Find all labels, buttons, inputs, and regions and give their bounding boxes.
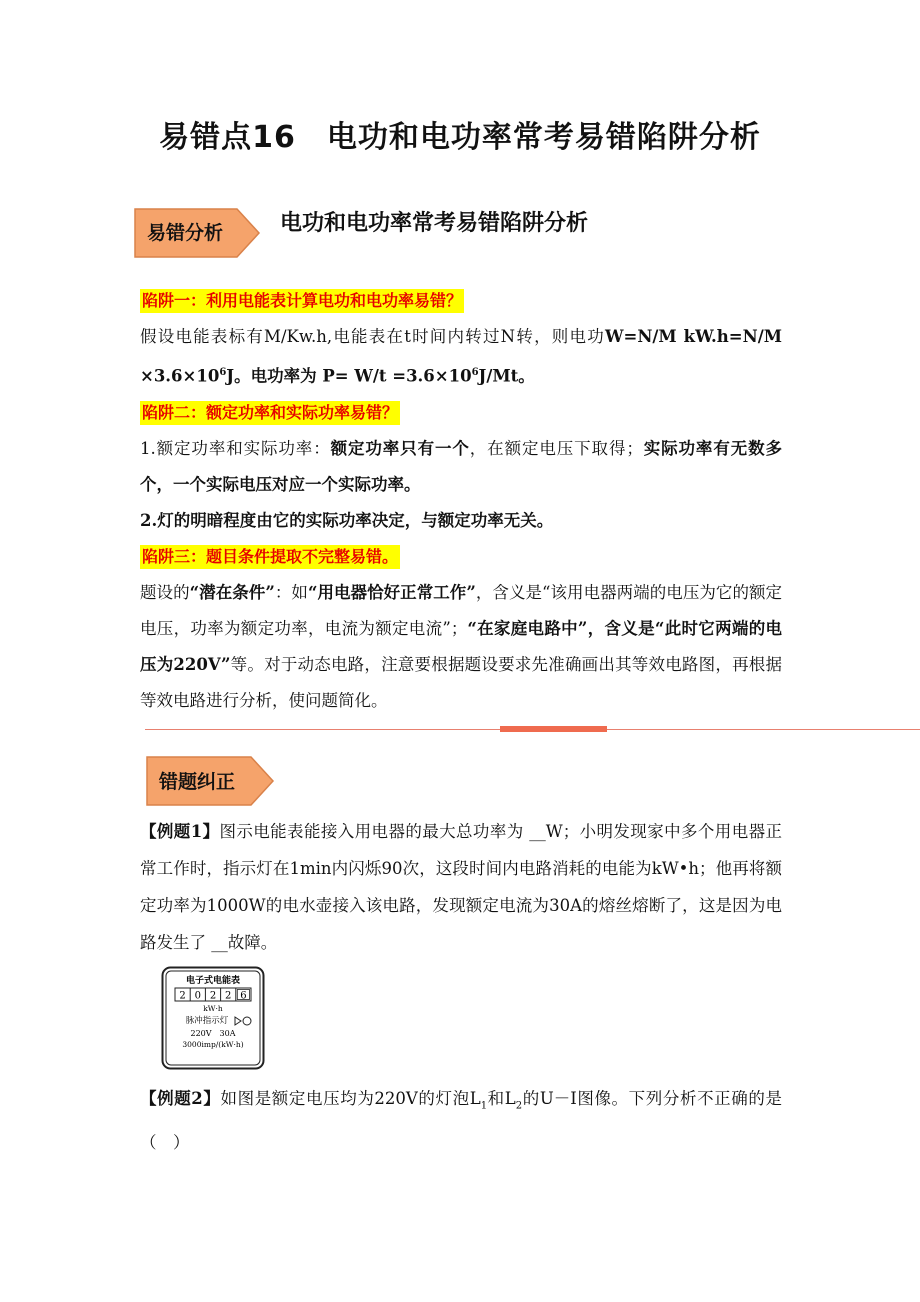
section-divider-accent	[500, 726, 607, 732]
section-tag-label: 易错分析	[147, 221, 224, 244]
electric-meter-figure	[161, 966, 265, 1070]
example-1-text: 图示电能表能接入用电器的最大总功率为 __W；小明发现家中多个用电器正常工作时，指示灯在1min内闪烁90次，这段时间内电路消耗的电能为kW•h；他再将额定功率为1000W的电水壶接入该电路，发现额定电流为30A的熔丝熔断了，这是因为电路发生了 __故障。	[140, 822, 782, 952]
section-tag-correction	[145, 754, 275, 806]
paragraph-4: 题设的“潜在条件”：如“用电器恰好正常工作”，含义是“该用电器两端的电压为它的额定电压，功率为额定功率，电流为额定电流”；“在家庭电路中”，含义是“此时它两端的电压为220V”等。对于动态电路，注意要根据题设要求先准确画出其等效电路图，再根据等效电路进行分析，使问题简化。	[140, 582, 783, 710]
section-tag-label: 错题纠正	[159, 770, 236, 793]
trap-3-heading: 陷阱三：题目条件提取不完整易错。	[140, 545, 400, 569]
paragraph-2: 1.额定功率和实际功率：额定功率只有一个，在额定电压下取得；实际功率有无数多个，一个实际电压对应一个实际功率。	[140, 438, 783, 494]
meter-digit: 2	[179, 990, 186, 1002]
analysis-body	[140, 283, 782, 719]
meter-imp: 3000imp/(kW·h)	[182, 1040, 244, 1049]
meter-digit: 2	[225, 990, 232, 1002]
trap-1-heading: 陷阱一：利用电能表计算电功和电功率易错？	[140, 289, 464, 313]
meter-unit: kW·h	[203, 1004, 223, 1013]
paragraph-3: 2.灯的明暗程度由它的实际功率决定，与额定功率无关。	[140, 510, 554, 530]
example-1-label: 【例题1】	[140, 822, 220, 841]
paragraph-1: 假设电能表标有M/Kw.h,电能表在t时间内转过N转，则电功W=N/M $kW.h=N/M \times 3.6\times 10^6J$。电功率为 $P= W/t =3.6\times 10^6J/Mt$。	[140, 327, 782, 386]
section-heading: 电功和电功率常考易错陷阱分析	[280, 211, 589, 236]
section-tag-analysis	[133, 205, 263, 257]
page-title: 易错点16 电功和电功率常考易错陷阱分析	[159, 120, 761, 155]
meter-digit: 0	[194, 990, 201, 1002]
example-1	[140, 813, 782, 961]
meter-rating: 220V 30A	[190, 1029, 236, 1038]
example-2: 【例题2】如图是额定电压均为220V的灯泡$L_1$和$L_2$的U－I图像。下列分析不正确的是（ ）	[140, 1089, 782, 1153]
meter-digit: 6	[240, 990, 247, 1002]
meter-digit: 2	[209, 990, 217, 1002]
meter-indicator-label: 脉冲指示灯	[185, 1016, 229, 1026]
meter-title: 电子式电能表	[185, 976, 241, 986]
example-2-label: 【例题2】	[140, 1089, 221, 1108]
trap-2-heading: 陷阱二：额定功率和实际功率易错？	[140, 401, 400, 425]
